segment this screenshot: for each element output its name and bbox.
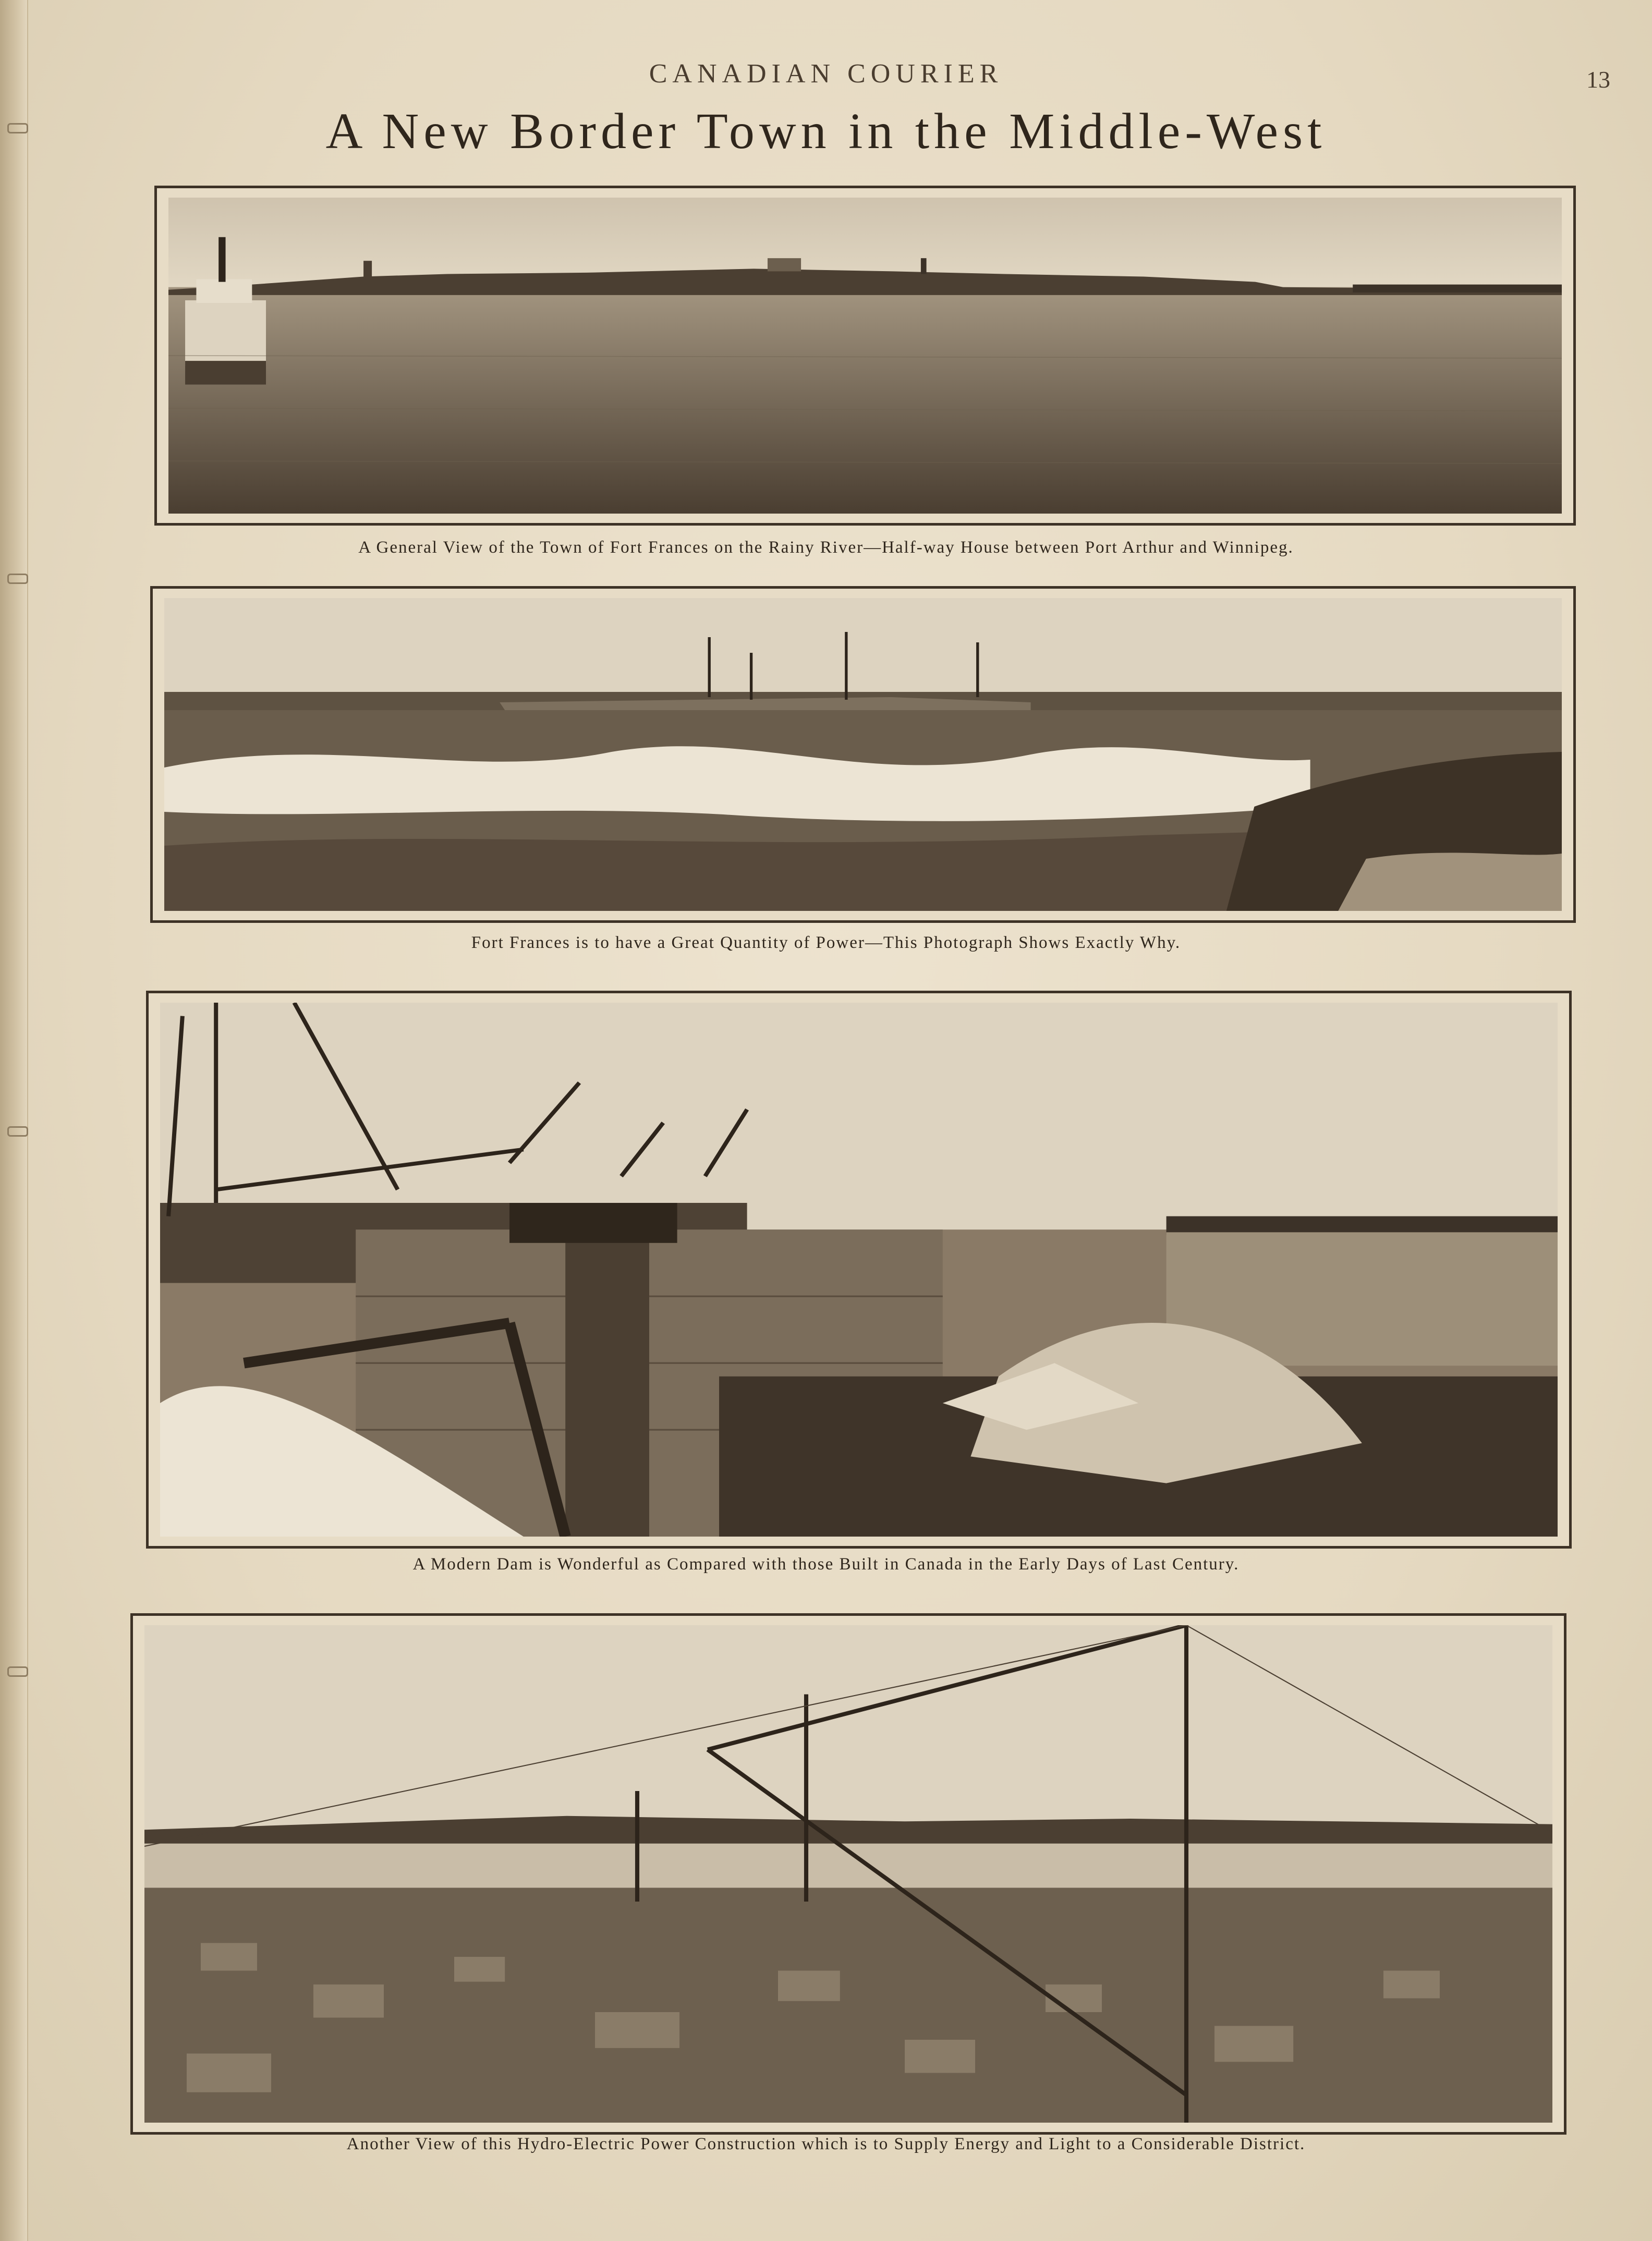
photo-frame-1: [154, 186, 1576, 526]
photo-rapids-dam: [164, 598, 1562, 911]
staple: [7, 1126, 28, 1137]
photo-frame-4: [130, 1613, 1566, 2135]
photo-caption-4: Another View of this Hydro-Electric Power Construction which is to Supply Energy and Light to a Considerable District.: [346, 2135, 1306, 2153]
photo-dam-construction: [160, 1003, 1558, 1537]
page-title: A New Border Town in the Middle-West: [325, 103, 1327, 160]
page-binding: [0, 0, 28, 2241]
photo-frame-2: [150, 586, 1576, 923]
photo-caption-3: A Modern Dam is Wonderful as Compared with those Built in Canada in the Early Days of Last Century.: [412, 1555, 1240, 1574]
photo-frame-3: [146, 991, 1572, 1549]
photo-caption-1: A General View of the Town of Fort Frances on the Rainy River—Half-way House between Port Arthur and Winnipeg.: [358, 538, 1294, 557]
page-number: 13: [1586, 66, 1610, 93]
photo-caption-2: Fort Frances is to have a Great Quantity of Power—This Photograph Shows Exactly Why.: [471, 933, 1181, 952]
staple: [7, 1666, 28, 1677]
staple: [7, 574, 28, 584]
magazine-header: CANADIAN COURIER: [649, 59, 1003, 89]
photo-town-panorama: [168, 198, 1562, 514]
photo-hydro-construction: [144, 1625, 1552, 2123]
